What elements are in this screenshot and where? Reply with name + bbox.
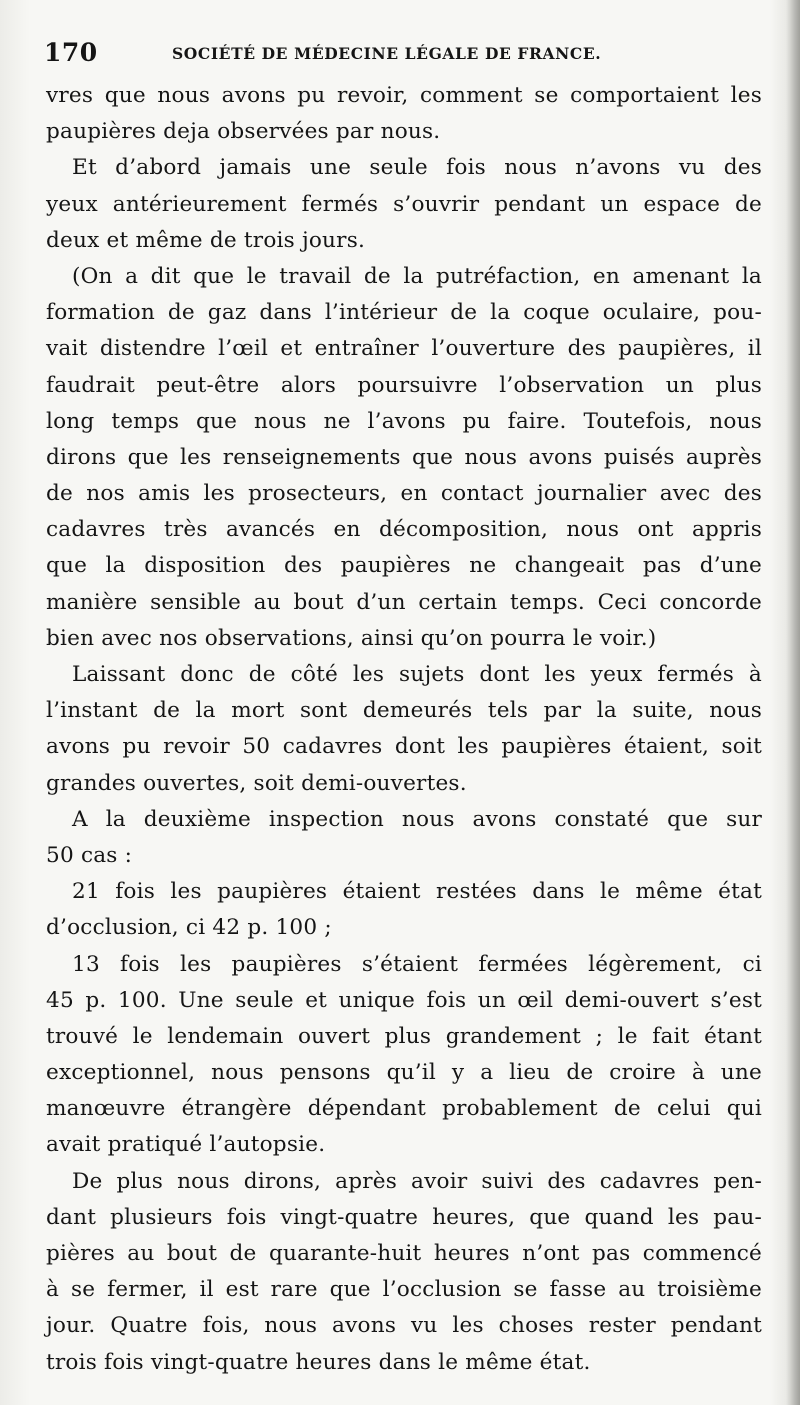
text-line: l’instant de la mort sont demeurés tels par la suite, nous [46, 698, 762, 724]
body-text [46, 78, 762, 1381]
text-line: trois fois vingt-quatre heures dans le même état. [46, 1349, 591, 1375]
text-line: à se fermer, il est rare que l’occlusion se fasse au troisième [46, 1277, 762, 1303]
text-line: 45 p. 100. Une seule et unique fois un œil demi-ouvert s’est [46, 987, 762, 1013]
text-line: cadavres très avancés en décomposition, nous ont appris [46, 517, 762, 543]
text-line: bien avec nos observations, ainsi qu’on pourra le voir.) [46, 625, 657, 651]
text-line: faudrait peut-être alors poursuivre l’observation un plus [46, 372, 762, 398]
text-line: Et d’abord jamais une seule fois nous n’avons vu des [72, 155, 762, 181]
text-line: manière sensible au bout d’un certain temps. Ceci concorde [46, 589, 762, 615]
text-line: avait pratiqué l’autopsie. [46, 1132, 326, 1158]
text-line: pières au bout de quarante-huit heures n’ont pas commencé [46, 1241, 762, 1266]
text-line: jour. Quatre fois, nous avons vu les choses rester pendant [46, 1313, 762, 1339]
text-line: De plus nous dirons, après avoir suivi des cadavres pen- [72, 1168, 762, 1194]
text-line: de nos amis les prosecteurs, en contact journalier avec des [46, 481, 762, 507]
text-line: dant plusieurs fois vingt-quatre heures, que quand les pau- [46, 1204, 762, 1230]
text-line: 13 fois les paupières s’étaient fermées légèrement, ci [72, 951, 762, 977]
text-line: exceptionnel, nous pensons qu’il y a lieu de croire à une [46, 1060, 762, 1086]
running-head: SOCIÉTÉ DE MÉDECINE LÉGALE DE FRANCE. [172, 44, 602, 63]
text-line: yeux antérieurement fermés s’ouvrir pendant un espace de [46, 191, 762, 217]
text-line: manœuvre étrangère dépendant probablement de celui qui [46, 1096, 762, 1122]
text-line: 21 fois les paupières étaient restées dans le même état [72, 879, 762, 905]
text-line: 50 cas : [46, 842, 133, 868]
text-line: formation de gaz dans l’intérieur de la coque oculaire, pou- [46, 300, 762, 326]
text-line: long temps que nous ne l’avons pu faire. Toutefois, nous [46, 408, 762, 434]
page-edge-shadow [786, 0, 800, 1405]
text-line: trouvé le lendemain ouvert plus grandement ; le fait étant [46, 1023, 762, 1049]
text-line: deux et même de trois jours. [46, 227, 366, 253]
text-line: paupières deja observées par nous. [46, 119, 441, 145]
text-line: avons pu revoir 50 cadavres dont les paupières étaient, soit [46, 734, 762, 760]
text-line: que la disposition des paupières ne changeait pas d’une [46, 553, 762, 579]
text-line: vres que nous avons pu revoir, comment se comportaient les [46, 83, 762, 108]
text-line: d’occlusion, ci 42 p. 100 ; [46, 915, 332, 941]
text-line: grandes ouvertes, soit demi-ouvertes. [46, 770, 467, 796]
page-header [44, 38, 764, 72]
text-line: (On a dit que le travail de la putréfaction, en amenant la [72, 263, 762, 289]
text-line: vait distendre l’œil et entraîner l’ouverture des paupières, il [46, 336, 762, 362]
text-line: A la deuxième inspection nous avons constaté que sur [72, 806, 762, 832]
text-line: Laissant donc de côté les sujets dont les yeux fermés à [72, 662, 762, 687]
text-line: dirons que les renseignements que nous avons puisés auprès [46, 444, 762, 470]
page-number: 170 [44, 38, 98, 67]
